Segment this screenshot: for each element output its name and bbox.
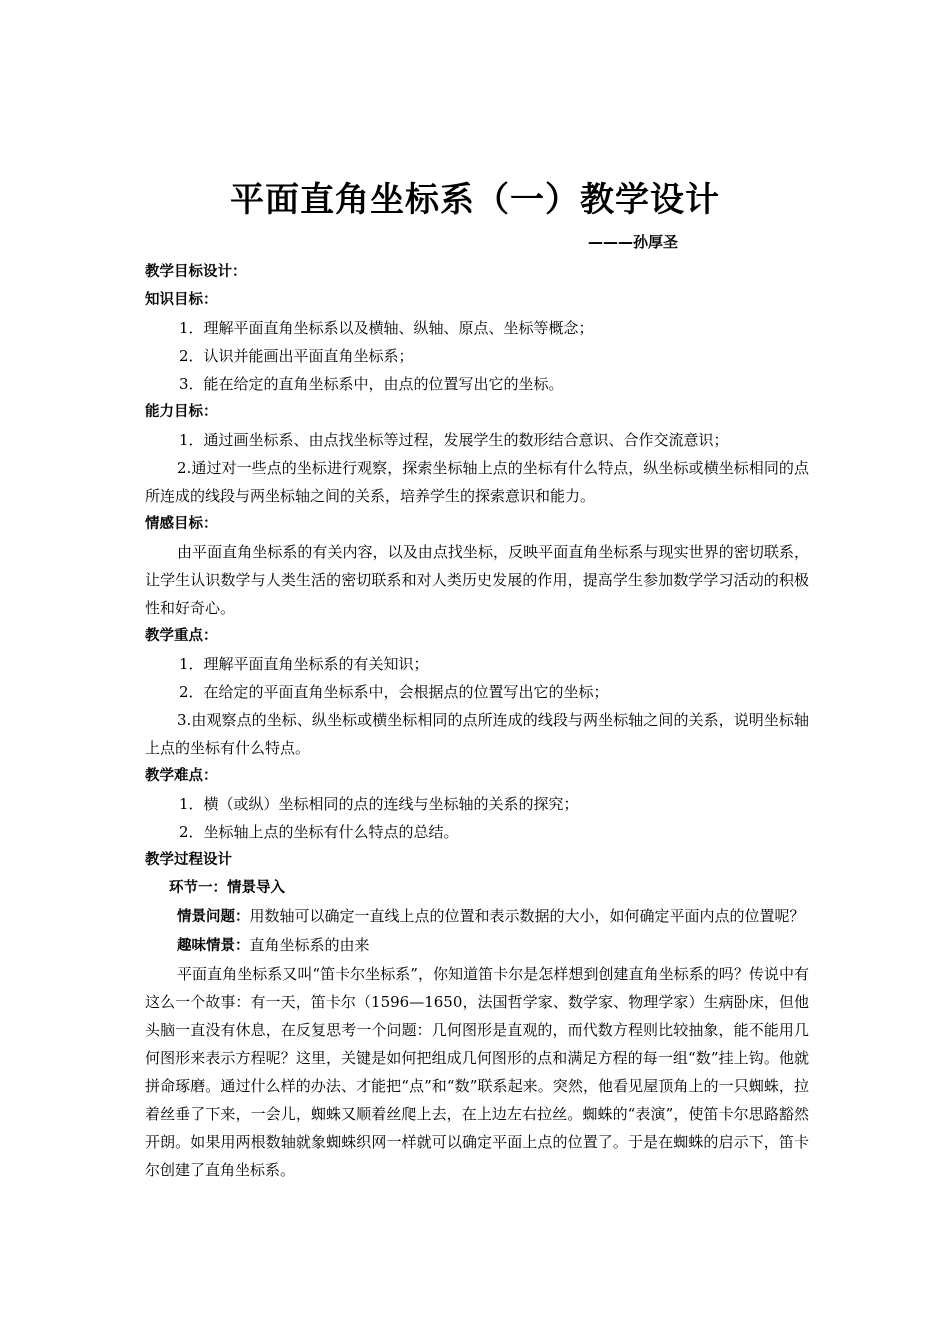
- document-body: [145, 258, 809, 1184]
- key-points-heading: 教学重点：: [145, 628, 218, 644]
- story-paragraph: 平面直角坐标系又叫“笛卡尔坐标系”，你知道笛卡尔是怎样想到创建直角坐标系的吗？传说中有这么一个故事：有一天，笛卡尔（1596—1650，法国哲学家、数学家、物理学家）生病卧床，但他头脑一直没有休息，在反复思考一个问题：几何图形是直观的，而代数方程则比较抽象，能不能用几何图形来表示方程呢？这里，关键是如何把组成几何图形的点和满足方程的每一组“数”挂上钩。他就拼命琢磨。通过什么样的办法、才能把“点”和“数”联系起来。突然，他看见屋顶角上的一只蜘蛛，拉着丝垂了下来，一会儿，蜘蛛又顺着丝爬上去，在上边左右拉丝。蜘蛛的“表演”，使笛卡尔思路豁然开朗。如果用两根数轴就象蜘蛛织网一样就可以确定平面上点的位置了。于是在蜘蛛的启示下，笛卡尔创建了直角坐标系。: [145, 965, 809, 1179]
- knowledge-heading: 知识目标：: [145, 292, 218, 308]
- fun-scenario: [145, 931, 809, 960]
- fun-label: 趣味情景：: [177, 938, 250, 954]
- document-title: 平面直角坐标系（一）教学设计: [230, 180, 720, 220]
- key-point-item: 2．在给定的平面直角坐标系中，会根据点的位置写出它的坐标；: [179, 683, 609, 701]
- author-line: ———孙厚圣: [588, 233, 679, 251]
- scenario-text: 用数轴可以确定一直线上点的位置和表示数据的大小，如何确定平面内点的位置呢？: [249, 907, 805, 925]
- process-heading: 教学过程设计: [145, 852, 232, 868]
- key-point-item: 1．理解平面直角坐标系的有关知识；: [179, 655, 429, 673]
- fun-text: 直角坐标系的由来: [249, 936, 370, 954]
- knowledge-item: 2．认识并能画出平面直角坐标系；: [179, 347, 414, 365]
- knowledge-item: 3．能在给定的直角坐标系中，由点的位置写出它的坐标。: [179, 375, 564, 393]
- emotion-text: 由平面直角坐标系的有关内容，以及由点找坐标，反映平面直角坐标系与现实世界的密切联系，让学生认识数学与人类生活的密切联系和对人类历史发展的作用，提高学生参加数学学习活动的积极性和好奇心。: [145, 543, 809, 617]
- emotion-heading: 情感目标：: [145, 516, 218, 532]
- difficulty-item: 1．横（或纵）坐标相同的点的连线与坐标轴的关系的探究；: [179, 795, 579, 813]
- knowledge-item: 1．理解平面直角坐标系以及横轴、纵轴、原点、坐标等概念；: [179, 319, 594, 337]
- difficulties-heading: 教学难点：: [145, 768, 218, 784]
- goal-design-heading: 教学目标设计：: [145, 264, 247, 280]
- key-point-item: 3.由观察点的坐标、纵坐标或横坐标相同的点所连成的线段与两坐标轴之间的关系，说明坐标轴上点的坐标有什么特点。: [145, 711, 809, 757]
- scenario-question: [145, 902, 809, 931]
- ability-item: 1．通过画坐标系、由点找坐标等过程，发展学生的数形结合意识、合作交流意识；: [179, 431, 729, 449]
- ability-heading: 能力目标：: [145, 404, 218, 420]
- scenario-label: 情景问题：: [177, 909, 250, 925]
- difficulty-item: 2．坐标轴上点的坐标有什么特点的总结。: [179, 823, 459, 841]
- ability-item: 2.通过对一些点的坐标进行观察，探索坐标轴上点的坐标有什么特点，纵坐标或横坐标相同的点所连成的线段与两坐标轴之间的关系，培养学生的探索意识和能力。: [145, 459, 809, 505]
- step-one-heading: 环节一：情景导入: [169, 880, 285, 896]
